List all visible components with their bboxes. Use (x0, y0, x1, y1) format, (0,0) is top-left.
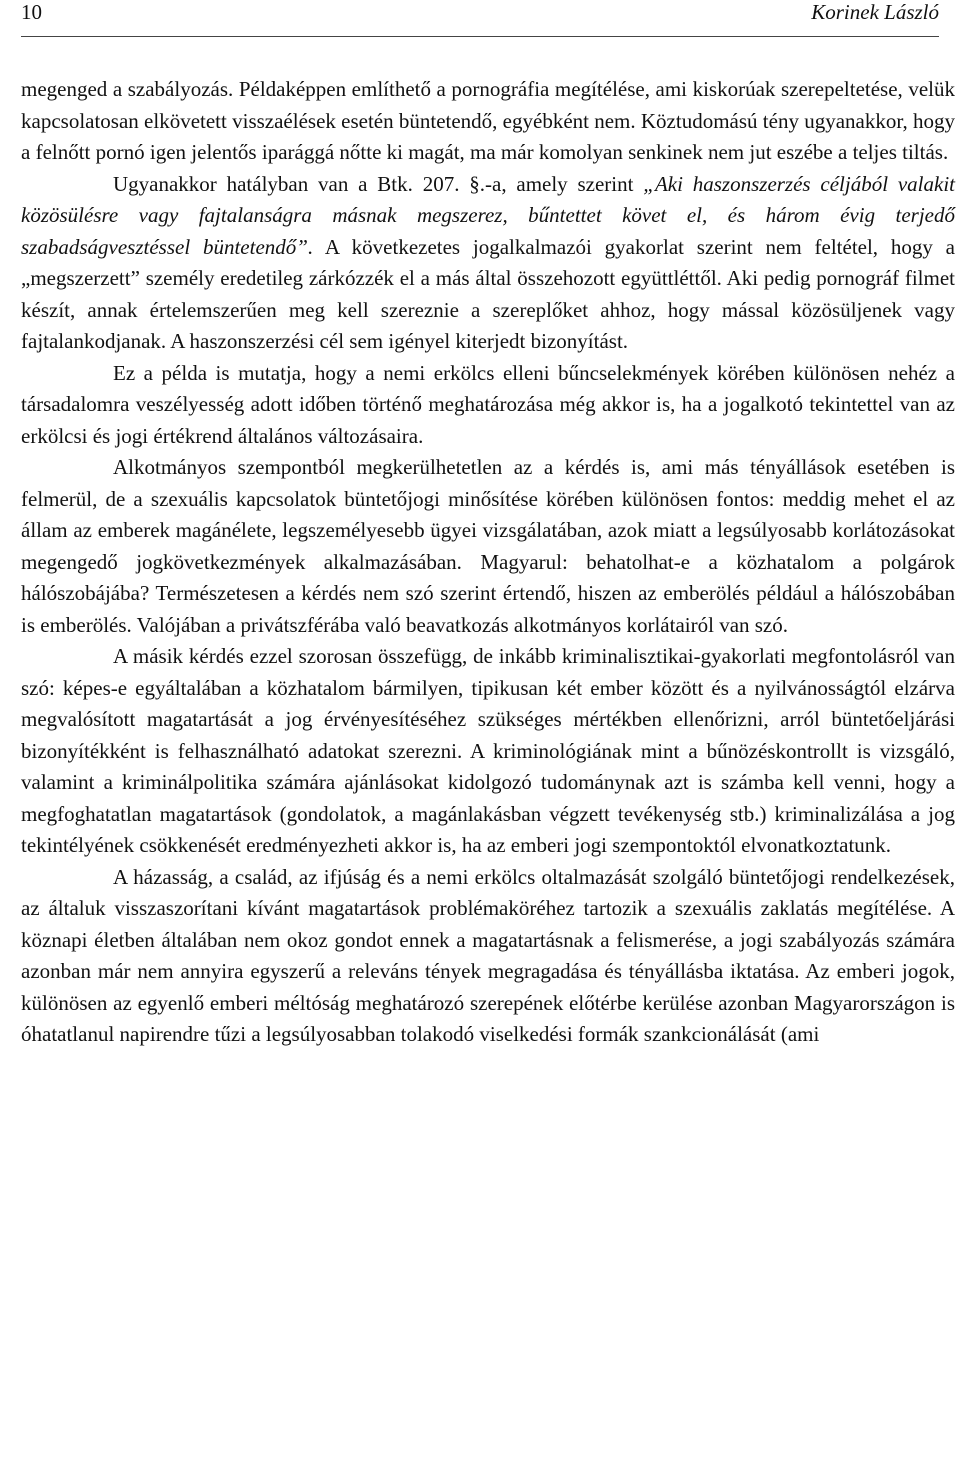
running-header-author: Korinek László (811, 0, 939, 24)
paragraph-4: Alkotmányos szempontból megkerülhetetlen az a kérdés is, ami más tényállások esetében is felmerül, de a szexuális kapcsolatok büntetőjogi minősítése körében különösen fontos: meddig mehet el az állam az emberek magánélete, legszemélyesebb ügyei vizsgálatában, azok miatt a legsúlyosabb korlátozásokat megengedő jogkövetkezmények alkalmazásában. Magyarul: behatolhat-e a közhatalom a polgárok hálószobájába? Természetesen a kérdés nem szó szerint értendő, hiszen az emberölés például a hálószobában is emberölés. Valójában a privátszférába való beavatkozás alkotmányos korlátairól van szó. (21, 455, 955, 637)
paragraph-3: Ez a példa is mutatja, hogy a nemi erkölcs elleni bűncselekmények körében különösen nehéz a társadalomra veszélyesség adott időben történő meghatározása még akkor is, ha a jogalkotó tekintettel van az erkölcsi és jogi értékrend általános változásaira. (21, 360, 955, 448)
paragraph-2-intro: Ugyanakkor hatályban van a Btk. 207. §.-a, amely szerint (113, 171, 644, 196)
paragraph-2-rest: A következetes jogalkalmazói gyakorlat szerint nem feltétel, hogy a „megszerzett” személy eredetileg zárkózzék el a más által összehozott együttléttől. Aki pedig pornográf filmet készít, annak értelemszerűen meg kell szereznie a szereplőket ahhoz, hogy mással közösüljenek vagy fajtalankodjanak. A haszonszerzési cél sem igényel kiterjedt bizonyítást. (21, 234, 955, 353)
paragraph-5: A másik kérdés ezzel szorosan összefügg, de inkább kriminalisztikai-gyakorlati megfontolásról van szó: képes-e egyáltalában a közhatalom bármilyen, tipikusan két ember között és a nyilvánosságtól elzárva megvalósított magatartását a jog érvényesítéséhez szükséges mértékben ellenőrizni, arról büntetőeljárási bizonyítékként is felhasználható adatokat szerezni. A kriminológiának mint a bűnözéskontrollt is vizsgáló, valamint a kriminálpolitika számára ajánlásokat kidolgozó tudománynak azt is számba kell venni, hogy a megfoghatatlan magatartások (gondolatok, a magánlakásban végzett tevékenység stb.) kriminalizálása a jog tekintélyének csökkenését eredményezheti akkor is, ha az emberi jogi szempontoktól elvonatkoztatunk. (21, 644, 955, 857)
paragraph-2 (21, 169, 955, 358)
paragraph-1: megenged a szabályozás. Példaképpen említhető a pornográfia megítélése, ami kiskorúak szerepeltetése, velük kapcsolatosan elkövetett visszaélések esetén büntetendő, egyébként nem. Köztudomású tény ugyanakkor, hogy a felnőtt pornó igen jelentős iparággá nőtte ki magát, ma már komolyan senkinek nem jut eszébe a teljes tiltás. (21, 77, 955, 164)
running-header (21, 0, 939, 37)
statute-quote: „Aki haszonszerzés céljából valakit közösülésre vagy fajtalanságra másnak megszerez, bűntettet követ el, és három évig terjedő szabadságvesztéssel büntetendő”. (21, 171, 955, 259)
paragraph-6: A házasság, a család, az ifjúság és a nemi erkölcs oltalmazását szolgáló büntetőjogi rendelkezések, az általuk visszaszorítani kívánt magatartások problémaköréhez tartozik a szexuális zaklatás megítélése. A köznapi életben általában nem okoz gondot ennek a magatartásnak a felismerése, a jogi szabályozás számára azonban már nem annyira egyszerű a releváns tények megragadása és tényállásba iktatása. Az emberi jogok, különösen az egyenlő emberi méltóság meghatározó szerepének előtérbe kerülése azonban Magyarországon is óhatatlanul napirendre tűzi a legsúlyosabban tolakodó viselkedési formák szankcionálását (ami (21, 864, 955, 1046)
page-number: 10 (21, 0, 42, 24)
body-text (21, 74, 955, 1051)
